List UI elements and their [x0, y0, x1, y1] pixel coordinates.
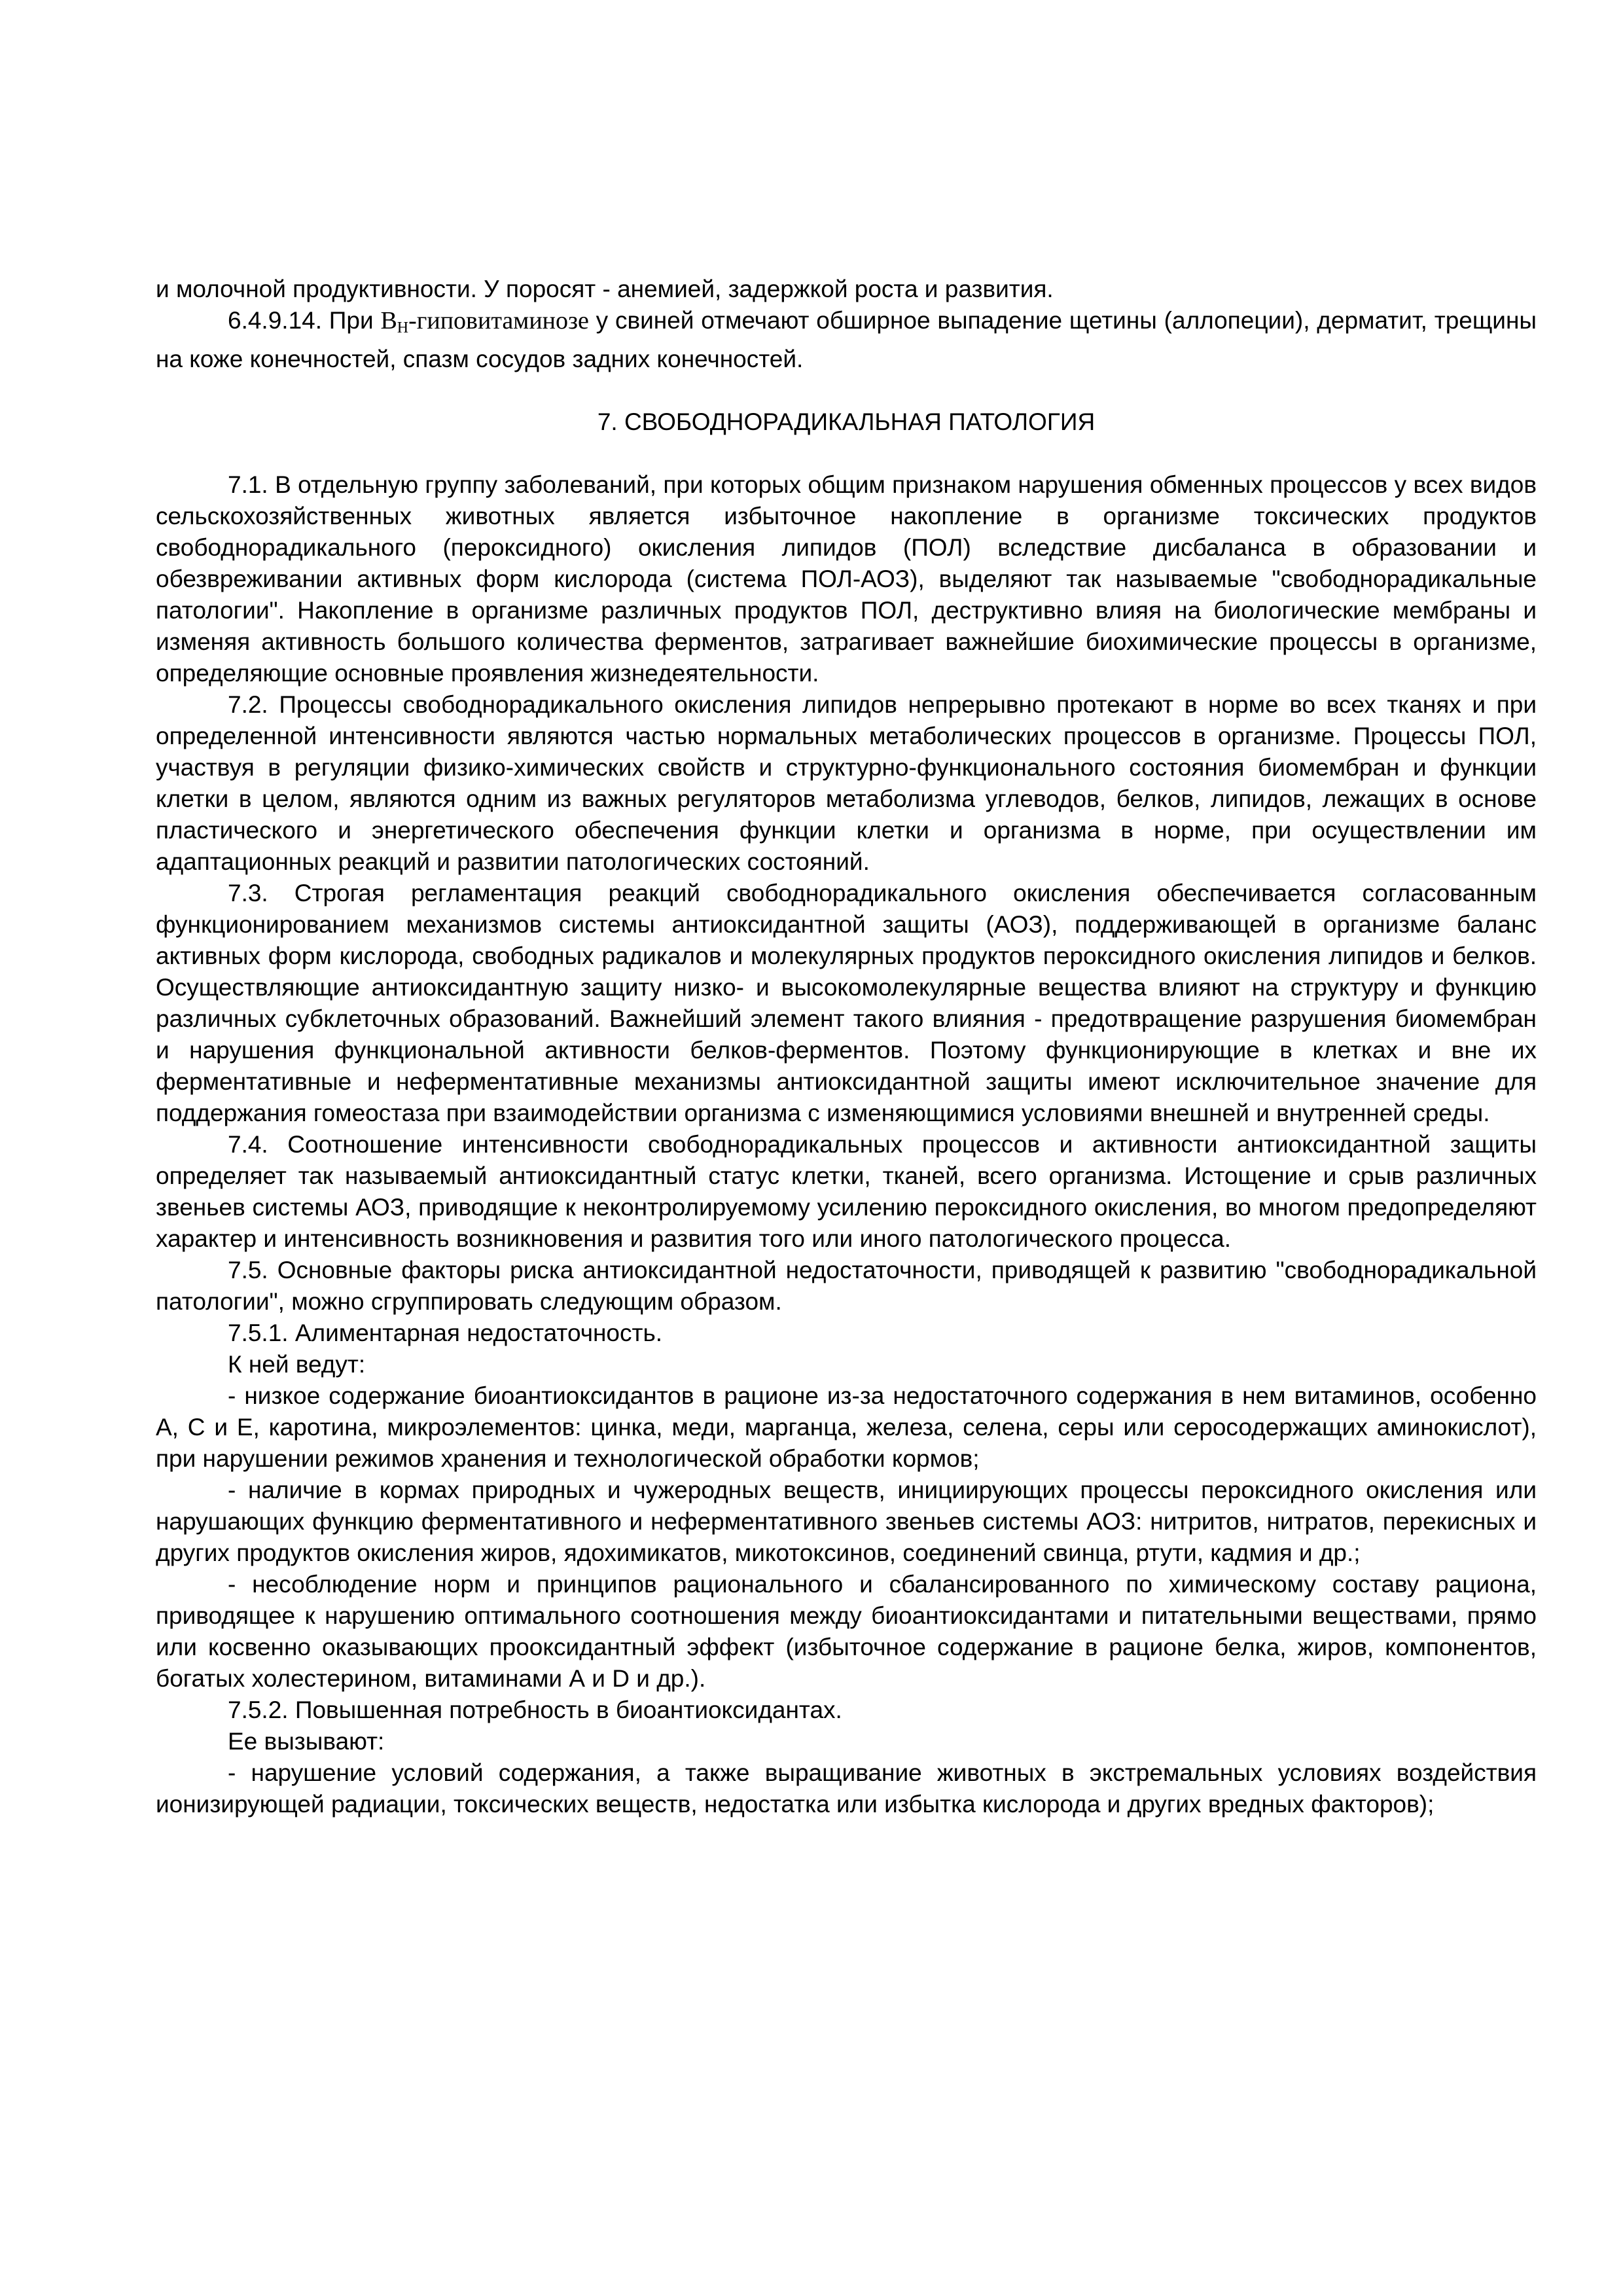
- list-lead-1: К ней ведут:: [228, 1351, 366, 1378]
- paragraph-6-4-9-14-start: 6.4.9.14. При: [228, 307, 381, 334]
- vitamin-term-text: -гиповитаминозе: [408, 307, 589, 334]
- list-item: - нарушение условий содержания, а также выращивание животных в экстремальных условиях воздействия ионизирующей радиации, токсических веществ, недостатка или избытка кислорода и других вредных факторов);: [156, 1759, 1537, 1818]
- paragraph-7-5-2: 7.5.2. Повышенная потребность в биоантиоксидантах.: [228, 1696, 842, 1723]
- paragraph-7-4: 7.4. Соотношение интенсивности свободнорадикальных процессов и активности антиоксидантной защиты определяет так называемый антиоксидантный статус клетки, тканей, всего организма. Истощение и срыв различных звеньев системы АОЗ, приводящие к неконтролируемому усилению пероксидного окисления, во многом предопределяют характер и интенсивность возникновения и развития того или иного патологического процесса.: [156, 1131, 1537, 1252]
- document-page: [156, 274, 1537, 1820]
- list-item: - наличие в кормах природных и чужеродных веществ, инициирующих процессы пероксидного окисления или нарушающих функцию ферментативного и неферментативного звеньев системы АОЗ: нитритов, нитратов, перекисных и других продуктов окисления жиров, ядохимикатов, микотоксинов, соединений свинца, ртути, кадмия и др.;: [156, 1477, 1537, 1566]
- paragraph-7-1: 7.1. В отдельную группу заболеваний, при которых общим признаком нарушения обменных процессов у всех видов сельскохозяйственных животных является избыточное накопление в организме токсических продуктов свободнорадикального (пероксидного) окисления липидов (ПОЛ) вследствие дисбаланса в образовании и обезвреживании активных форм кислорода (система ПОЛ-АОЗ), выделяют так называемые "свободнорадикальные патологии". Накопление в организме различных продуктов ПОЛ, деструктивно влияя на биологические мембраны и изменяя активность большого количества ферментов, затрагивает важнейшие биохимические процессы в организме, определяющие основные проявления жизнедеятельности.: [156, 471, 1537, 687]
- paragraph-7-5-1: 7.5.1. Алиментарная недостаточность.: [228, 1319, 662, 1346]
- vitamin-term: [380, 307, 588, 334]
- paragraph-6-4-9-14-end: у свиней отмечают обширное выпадение щетины (аллопеции), дерматит, трещины на коже конечностей, спазм сосудов задних конечностей.: [156, 307, 1537, 372]
- vitamin-subscript: Н: [397, 319, 409, 336]
- intro-line: и молочной продуктивности. У поросят - анемией, задержкой роста и развития.: [156, 276, 1054, 302]
- paragraph-7-5: 7.5. Основные факторы риска антиоксидантной недостаточности, приводящей к развитию "свободнорадикальной патологии", можно сгруппировать следующим образом.: [156, 1257, 1537, 1315]
- list-item: - несоблюдение норм и принципов рационального и сбалансированного по химическому составу рациона, приводящее к нарушению оптимального соотношения между биоантиоксидантами и питательными веществами, прямо или косвенно оказывающих прооксидантный эффект (избыточное содержание в рационе белка, жиров, компонентов, богатых холестерином, витаминами А и D и др.).: [156, 1571, 1537, 1692]
- list-item: - низкое содержание биоантиоксидантов в рационе из-за недостаточного содержания в нем витаминов, особенно А, С и Е, каротина, микроэлементов: цинка, меди, марганца, железа, селена, серы или серосодержащих аминокислот), при нарушении режимов хранения и технологической обработки кормов;: [156, 1382, 1537, 1472]
- paragraph-7-3: 7.3. Строгая регламентация реакций свободнорадикального окисления обеспечивается согласованным функционированием механизмов системы антиоксидантной защиты (АОЗ), поддерживающей в организме баланс активных форм кислорода, свободных радикалов и молекулярных продуктов пероксидного окисления липидов и белков. Осуществляющие антиоксидантную защиту низко- и высокомолекулярные вещества влияют на структуру и функцию различных субклеточных образований. Важнейший элемент такого влияния - предотвращение разрушения биомембран и нарушения функциональной активности белков-ферментов. Поэтому функционирующие в клетках и вне их ферментативные и неферментативные механизмы антиоксидантной защиты имеют исключительное значение для поддержания гомеостаза при взаимодействии организма с изменяющимися условиями внешней и внутренней среды.: [156, 880, 1537, 1126]
- vitamin-letter: В: [380, 307, 397, 334]
- paragraph-7-2: 7.2. Процессы свободнорадикального окисления липидов непрерывно протекают в норме во всех тканях и при определенной интенсивности являются частью нормальных метаболических процессов в организме. Процессы ПОЛ, участвуя в регуляции физико-химических свойств и структурно-функционального состояния биомембран и функции клетки в целом, являются одним из важных регуляторов метаболизма углеводов, белков, липидов, лежащих в основе пластического и энергетического обеспечения функции клетки и организма в норме, при осуществлении им адаптационных реакций и развитии патологических состояний.: [156, 691, 1537, 875]
- list-lead-2: Ее вызывают:: [228, 1728, 385, 1755]
- section-title: 7. СВОБОДНОРАДИКАЛЬНАЯ ПАТОЛОГИЯ: [597, 408, 1096, 435]
- paragraph-6-4-9-14: [156, 305, 1537, 375]
